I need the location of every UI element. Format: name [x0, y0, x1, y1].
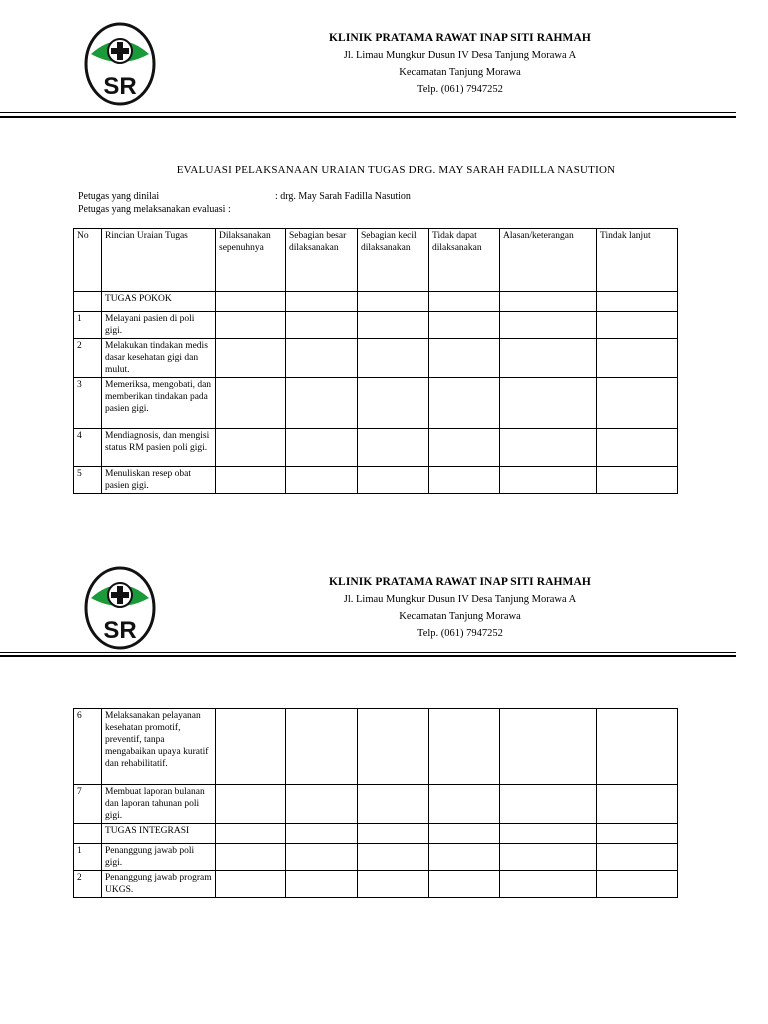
header-fully-done: Dilaksanakan sepenuhnya: [216, 229, 286, 292]
clinic-logo-icon: [84, 566, 156, 650]
cell-fully-done[interactable]: [216, 467, 286, 494]
cell-mostly-done[interactable]: [286, 824, 358, 844]
cell-partly-done[interactable]: [358, 871, 429, 898]
cell-follow-up[interactable]: [597, 709, 678, 785]
assessed-label: Petugas yang dinilai: [78, 191, 160, 202]
cell-reason[interactable]: [500, 785, 597, 824]
cell-follow-up[interactable]: [597, 429, 678, 467]
row-task: Membuat laporan bulanan dan laporan tahunan poli gigi.: [102, 785, 216, 824]
cell-follow-up[interactable]: [597, 824, 678, 844]
cell-not-done[interactable]: [429, 709, 500, 785]
svg-text:SR: SR: [103, 73, 137, 100]
cell-fully-done[interactable]: [216, 785, 286, 824]
cell-not-done[interactable]: [429, 378, 500, 429]
row-task: Memeriksa, mengobati, dan memberikan tindakan pada pasien gigi.: [102, 378, 216, 429]
header-reason: Alasan/keterangan: [500, 229, 597, 292]
header-rule-thick: [0, 655, 736, 657]
cell-reason[interactable]: [500, 292, 597, 312]
cell-mostly-done[interactable]: [286, 429, 358, 467]
clinic-address: Jl. Limau Mungkur Dusun IV Desa Tanjung Morawa A: [343, 50, 577, 61]
cell-follow-up[interactable]: [597, 378, 678, 429]
cell-partly-done[interactable]: [358, 339, 429, 378]
cell-fully-done[interactable]: [216, 339, 286, 378]
header-rule-thin: [0, 112, 736, 113]
clinic-phone: Telp. (061) 7947252: [417, 628, 503, 639]
evaluation-table-page1: [73, 228, 678, 494]
table-row: [74, 378, 678, 429]
row-no: 2: [74, 871, 102, 898]
row-task: Melayani pasien di poli gigi.: [102, 312, 216, 339]
table-header-row: [74, 229, 678, 292]
row-no: [74, 292, 102, 312]
row-task: Penanggung jawab poli gigi.: [102, 844, 216, 871]
svg-text:SR: SR: [103, 617, 137, 644]
cell-follow-up[interactable]: [597, 844, 678, 871]
document-title: EVALUASI PELAKSANAAN URAIAN TUGAS DRG. MAY SARAH FADILLA NASUTION: [176, 164, 616, 176]
assessed-value: : drg. May Sarah Fadilla Nasution: [275, 191, 411, 202]
table-row: [74, 785, 678, 824]
cell-not-done[interactable]: [429, 824, 500, 844]
cell-mostly-done[interactable]: [286, 844, 358, 871]
cell-not-done[interactable]: [429, 844, 500, 871]
header-partly-done: Sebagian kecil dilaksanakan: [358, 229, 429, 292]
clinic-logo-icon: [84, 22, 156, 106]
header-rule-thick: [0, 116, 736, 118]
cell-reason[interactable]: [500, 824, 597, 844]
cell-follow-up[interactable]: [597, 785, 678, 824]
cell-partly-done[interactable]: [358, 292, 429, 312]
cell-mostly-done[interactable]: [286, 292, 358, 312]
header-no: No: [74, 229, 102, 292]
table-row: [74, 709, 678, 785]
cell-partly-done[interactable]: [358, 378, 429, 429]
cell-not-done[interactable]: [429, 785, 500, 824]
cell-follow-up[interactable]: [597, 871, 678, 898]
assessment-info: [78, 190, 411, 216]
cell-not-done[interactable]: [429, 467, 500, 494]
header-mostly-done: Sebagian besar dilaksanakan: [286, 229, 358, 292]
cell-partly-done[interactable]: [358, 785, 429, 824]
cell-mostly-done[interactable]: [286, 378, 358, 429]
table-row: [74, 844, 678, 871]
page2-letterhead: [0, 544, 768, 664]
cell-fully-done[interactable]: [216, 429, 286, 467]
row-no: 3: [74, 378, 102, 429]
cell-reason[interactable]: [500, 339, 597, 378]
cell-mostly-done[interactable]: [286, 871, 358, 898]
cell-reason[interactable]: [500, 312, 597, 339]
evaluation-table-page2: [73, 708, 678, 898]
table-row: [74, 292, 678, 312]
cell-fully-done[interactable]: [216, 871, 286, 898]
table-row: [74, 339, 678, 378]
cell-not-done[interactable]: [429, 871, 500, 898]
row-task: Melakukan tindakan medis dasar kesehatan gigi dan mulut.: [102, 339, 216, 378]
row-no: 1: [74, 312, 102, 339]
cell-not-done[interactable]: [429, 429, 500, 467]
row-task: Mendiagnosis, dan mengisi status RM pasien poli gigi.: [102, 429, 216, 467]
cell-fully-done[interactable]: [216, 844, 286, 871]
cell-mostly-done[interactable]: [286, 785, 358, 824]
header-not-done: Tidak dapat dilaksanakan: [429, 229, 500, 292]
row-no: 7: [74, 785, 102, 824]
cell-mostly-done[interactable]: [286, 467, 358, 494]
row-no: 4: [74, 429, 102, 467]
cell-fully-done[interactable]: [216, 312, 286, 339]
evaluator-label: Petugas yang melaksanakan evaluasi :: [78, 204, 231, 215]
cell-follow-up[interactable]: [597, 312, 678, 339]
cell-mostly-done[interactable]: [286, 339, 358, 378]
clinic-district: Kecamatan Tanjung Morawa: [399, 67, 521, 78]
cell-reason[interactable]: [500, 709, 597, 785]
table-row: [74, 429, 678, 467]
row-no: 6: [74, 709, 102, 785]
row-no: 1: [74, 844, 102, 871]
cell-reason[interactable]: [500, 429, 597, 467]
cell-partly-done[interactable]: [358, 709, 429, 785]
row-no: [74, 824, 102, 844]
cell-reason[interactable]: [500, 378, 597, 429]
cell-not-done[interactable]: [429, 339, 500, 378]
clinic-address: Jl. Limau Mungkur Dusun IV Desa Tanjung Morawa A: [343, 594, 577, 605]
clinic-name: KLINIK PRATAMA RAWAT INAP SITI RAHMAH: [329, 32, 591, 44]
cell-reason[interactable]: [500, 871, 597, 898]
row-task: TUGAS INTEGRASI: [102, 824, 216, 844]
cell-partly-done[interactable]: [358, 844, 429, 871]
clinic-phone: Telp. (061) 7947252: [417, 84, 503, 95]
cell-not-done[interactable]: [429, 312, 500, 339]
cell-fully-done[interactable]: [216, 824, 286, 844]
cell-partly-done[interactable]: [358, 467, 429, 494]
row-no: 2: [74, 339, 102, 378]
cell-partly-done[interactable]: [358, 824, 429, 844]
cell-partly-done[interactable]: [358, 312, 429, 339]
cell-mostly-done[interactable]: [286, 312, 358, 339]
table-row: [74, 824, 678, 844]
table-row: [74, 871, 678, 898]
cell-mostly-done[interactable]: [286, 709, 358, 785]
cell-fully-done[interactable]: [216, 378, 286, 429]
table-row: [74, 312, 678, 339]
row-task: Melaksanakan pelayanan kesehatan promotif, preventif, tanpa mengabaikan upaya kuratif dan rehabilitatif.: [102, 709, 216, 785]
cell-follow-up[interactable]: [597, 292, 678, 312]
page1-letterhead: [0, 0, 768, 120]
row-task: Menuliskan resep obat pasien gigi.: [102, 467, 216, 494]
clinic-name: KLINIK PRATAMA RAWAT INAP SITI RAHMAH: [329, 576, 591, 588]
header-rule-thin: [0, 652, 736, 653]
cell-follow-up[interactable]: [597, 467, 678, 494]
cell-reason[interactable]: [500, 467, 597, 494]
table-row: [74, 467, 678, 494]
row-task: Penanggung jawab program UKGS.: [102, 871, 216, 898]
row-no: 5: [74, 467, 102, 494]
clinic-district: Kecamatan Tanjung Morawa: [399, 611, 521, 622]
cell-partly-done[interactable]: [358, 429, 429, 467]
cell-fully-done[interactable]: [216, 709, 286, 785]
cell-fully-done[interactable]: [216, 292, 286, 312]
cell-reason[interactable]: [500, 844, 597, 871]
header-task: Rincian Uraian Tugas: [102, 229, 216, 292]
row-task: TUGAS POKOK: [102, 292, 216, 312]
cell-follow-up[interactable]: [597, 339, 678, 378]
cell-not-done[interactable]: [429, 292, 500, 312]
header-follow-up: Tindak lanjut: [597, 229, 678, 292]
